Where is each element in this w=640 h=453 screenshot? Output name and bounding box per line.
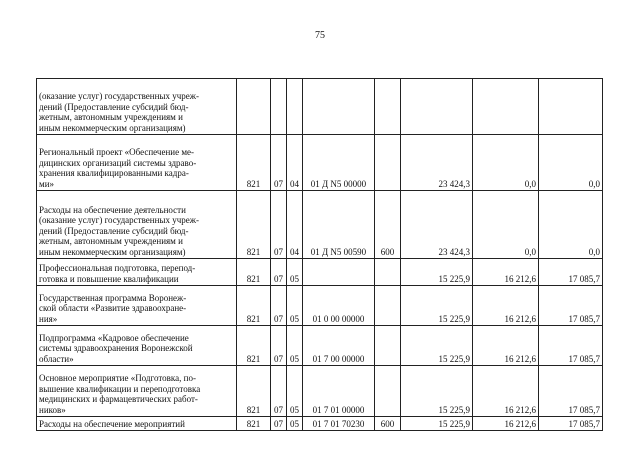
budget-table — [36, 78, 603, 431]
row-name-line: ния» — [39, 313, 58, 324]
subsection-code: 05 — [287, 417, 303, 431]
expense-type — [375, 326, 401, 366]
ministry-code: 821 — [237, 326, 271, 366]
table-row — [37, 366, 603, 417]
row-name-line: (оказание услуг) государственных учреж- — [39, 215, 199, 225]
row-name-line: ской области «Развитие здравоохране- — [39, 303, 187, 313]
table-body — [37, 79, 603, 431]
table-row — [37, 417, 603, 431]
row-name-line: системы здравоохранения Воронежской — [39, 343, 193, 353]
row-name-line: жетным, автономным учреждениям и — [39, 236, 183, 246]
section-code — [271, 79, 287, 135]
table-row — [37, 259, 603, 286]
row-name-line: дицинских организаций системы здраво- — [39, 157, 197, 168]
subsection-code: 05 — [287, 326, 303, 366]
expense-type — [375, 135, 401, 191]
subsection-code: 05 — [287, 286, 303, 326]
row-name-line: иным некоммерческим организациям) — [39, 122, 186, 133]
expense-type — [375, 259, 401, 286]
row-name-line: Государственная программа Воронеж- — [39, 292, 187, 303]
row-name-line: Основное мероприятие «Подготовка, по- — [39, 373, 196, 383]
table-row — [37, 191, 603, 259]
sum-year-3: 0,0 — [539, 191, 603, 259]
row-name — [37, 191, 237, 259]
sum-year-2: 16 212,6 — [473, 259, 539, 286]
sum-year-2 — [473, 79, 539, 135]
sum-year-2: 0,0 — [473, 191, 539, 259]
sum-year-3: 0,0 — [539, 135, 603, 191]
row-name-line: Подпрограмма «Кадровое обеспечение — [39, 332, 189, 343]
section-code: 07 — [271, 366, 287, 417]
sum-year-3: 17 085,7 — [539, 259, 603, 286]
row-name-lines — [39, 419, 234, 430]
row-name-line: Расходы на обеспечение мероприятий — [39, 418, 185, 429]
row-name — [37, 135, 237, 191]
row-name-line: Региональный проект «Обеспечение ме- — [39, 147, 195, 157]
sum-year-2: 16 212,6 — [473, 417, 539, 431]
row-name-line: жетным, автономным учреждениям и — [39, 112, 183, 122]
row-name-line: дений (Предоставление субсидий бюд- — [39, 225, 189, 236]
row-name — [37, 79, 237, 135]
expense-type — [375, 366, 401, 417]
target-article: 01 Д N5 00000 — [303, 135, 375, 191]
row-name-lines — [39, 263, 234, 284]
row-name-lines — [39, 373, 234, 415]
row-name — [37, 259, 237, 286]
table-row — [37, 286, 603, 326]
row-name-line: хранения квалифицированными кадра- — [39, 168, 189, 178]
row-name-lines — [39, 91, 234, 133]
row-name-lines — [39, 205, 234, 258]
sum-year-1: 15 225,9 — [401, 259, 473, 286]
row-name-line: иным некоммерческим организациям) — [39, 246, 186, 257]
row-name-line: ников» — [39, 404, 66, 415]
subsection-code: 05 — [287, 366, 303, 417]
sum-year-3: 17 085,7 — [539, 366, 603, 417]
expense-type: 600 — [375, 417, 401, 431]
row-name-line: Профессиональная подготовка, перепод- — [39, 263, 196, 273]
row-name — [37, 286, 237, 326]
target-article: 01 0 00 00000 — [303, 286, 375, 326]
sum-year-2: 16 212,6 — [473, 326, 539, 366]
expense-type — [375, 286, 401, 326]
row-name-lines — [39, 333, 234, 365]
sum-year-1: 15 225,9 — [401, 286, 473, 326]
ministry-code: 821 — [237, 366, 271, 417]
target-article: 01 7 00 00000 — [303, 326, 375, 366]
row-name-line: ми» — [39, 178, 55, 189]
ministry-code: 821 — [237, 191, 271, 259]
subsection-code — [287, 79, 303, 135]
row-name — [37, 326, 237, 366]
target-article — [303, 259, 375, 286]
sum-year-3: 17 085,7 — [539, 417, 603, 431]
row-name-line: области» — [39, 353, 74, 364]
row-name-lines — [39, 293, 234, 325]
section-code: 07 — [271, 135, 287, 191]
target-article: 01 7 01 70230 — [303, 417, 375, 431]
row-name-line: вышение квалификации и переподготовка — [39, 383, 201, 394]
row-name — [37, 417, 237, 431]
row-name-line: дений (Предоставление субсидий бюд- — [39, 101, 189, 112]
expense-type: 600 — [375, 191, 401, 259]
page-number: 75 — [315, 30, 325, 41]
sum-year-3: 17 085,7 — [539, 326, 603, 366]
ministry-code: 821 — [237, 135, 271, 191]
table-row — [37, 79, 603, 135]
row-name-lines — [39, 147, 234, 189]
target-article — [303, 79, 375, 135]
sum-year-3: 17 085,7 — [539, 286, 603, 326]
section-code: 07 — [271, 259, 287, 286]
subsection-code: 05 — [287, 259, 303, 286]
sum-year-2: 16 212,6 — [473, 366, 539, 417]
expense-type — [375, 79, 401, 135]
section-code: 07 — [271, 191, 287, 259]
sum-year-1: 15 225,9 — [401, 366, 473, 417]
row-name — [37, 366, 237, 417]
row-name-line: готовка и повышение квалификации — [39, 273, 179, 284]
row-name-line: Расходы на обеспечение деятельности — [39, 204, 186, 215]
target-article: 01 7 01 00000 — [303, 366, 375, 417]
section-code: 07 — [271, 326, 287, 366]
ministry-code — [237, 79, 271, 135]
sum-year-1: 15 225,9 — [401, 417, 473, 431]
ministry-code: 821 — [237, 417, 271, 431]
table-row — [37, 135, 603, 191]
sum-year-1: 23 424,3 — [401, 135, 473, 191]
row-name-line: медицинских и фармацевтических работ- — [39, 394, 198, 404]
sum-year-1: 15 225,9 — [401, 326, 473, 366]
ministry-code: 821 — [237, 259, 271, 286]
target-article: 01 Д N5 00590 — [303, 191, 375, 259]
table-row — [37, 326, 603, 366]
subsection-code: 04 — [287, 191, 303, 259]
sum-year-1: 23 424,3 — [401, 191, 473, 259]
subsection-code: 04 — [287, 135, 303, 191]
row-name-line: (оказание услуг) государственных учреж- — [39, 91, 199, 101]
section-code: 07 — [271, 286, 287, 326]
sum-year-2: 0,0 — [473, 135, 539, 191]
section-code: 07 — [271, 417, 287, 431]
sum-year-2: 16 212,6 — [473, 286, 539, 326]
sum-year-1 — [401, 79, 473, 135]
sum-year-3 — [539, 79, 603, 135]
ministry-code: 821 — [237, 286, 271, 326]
